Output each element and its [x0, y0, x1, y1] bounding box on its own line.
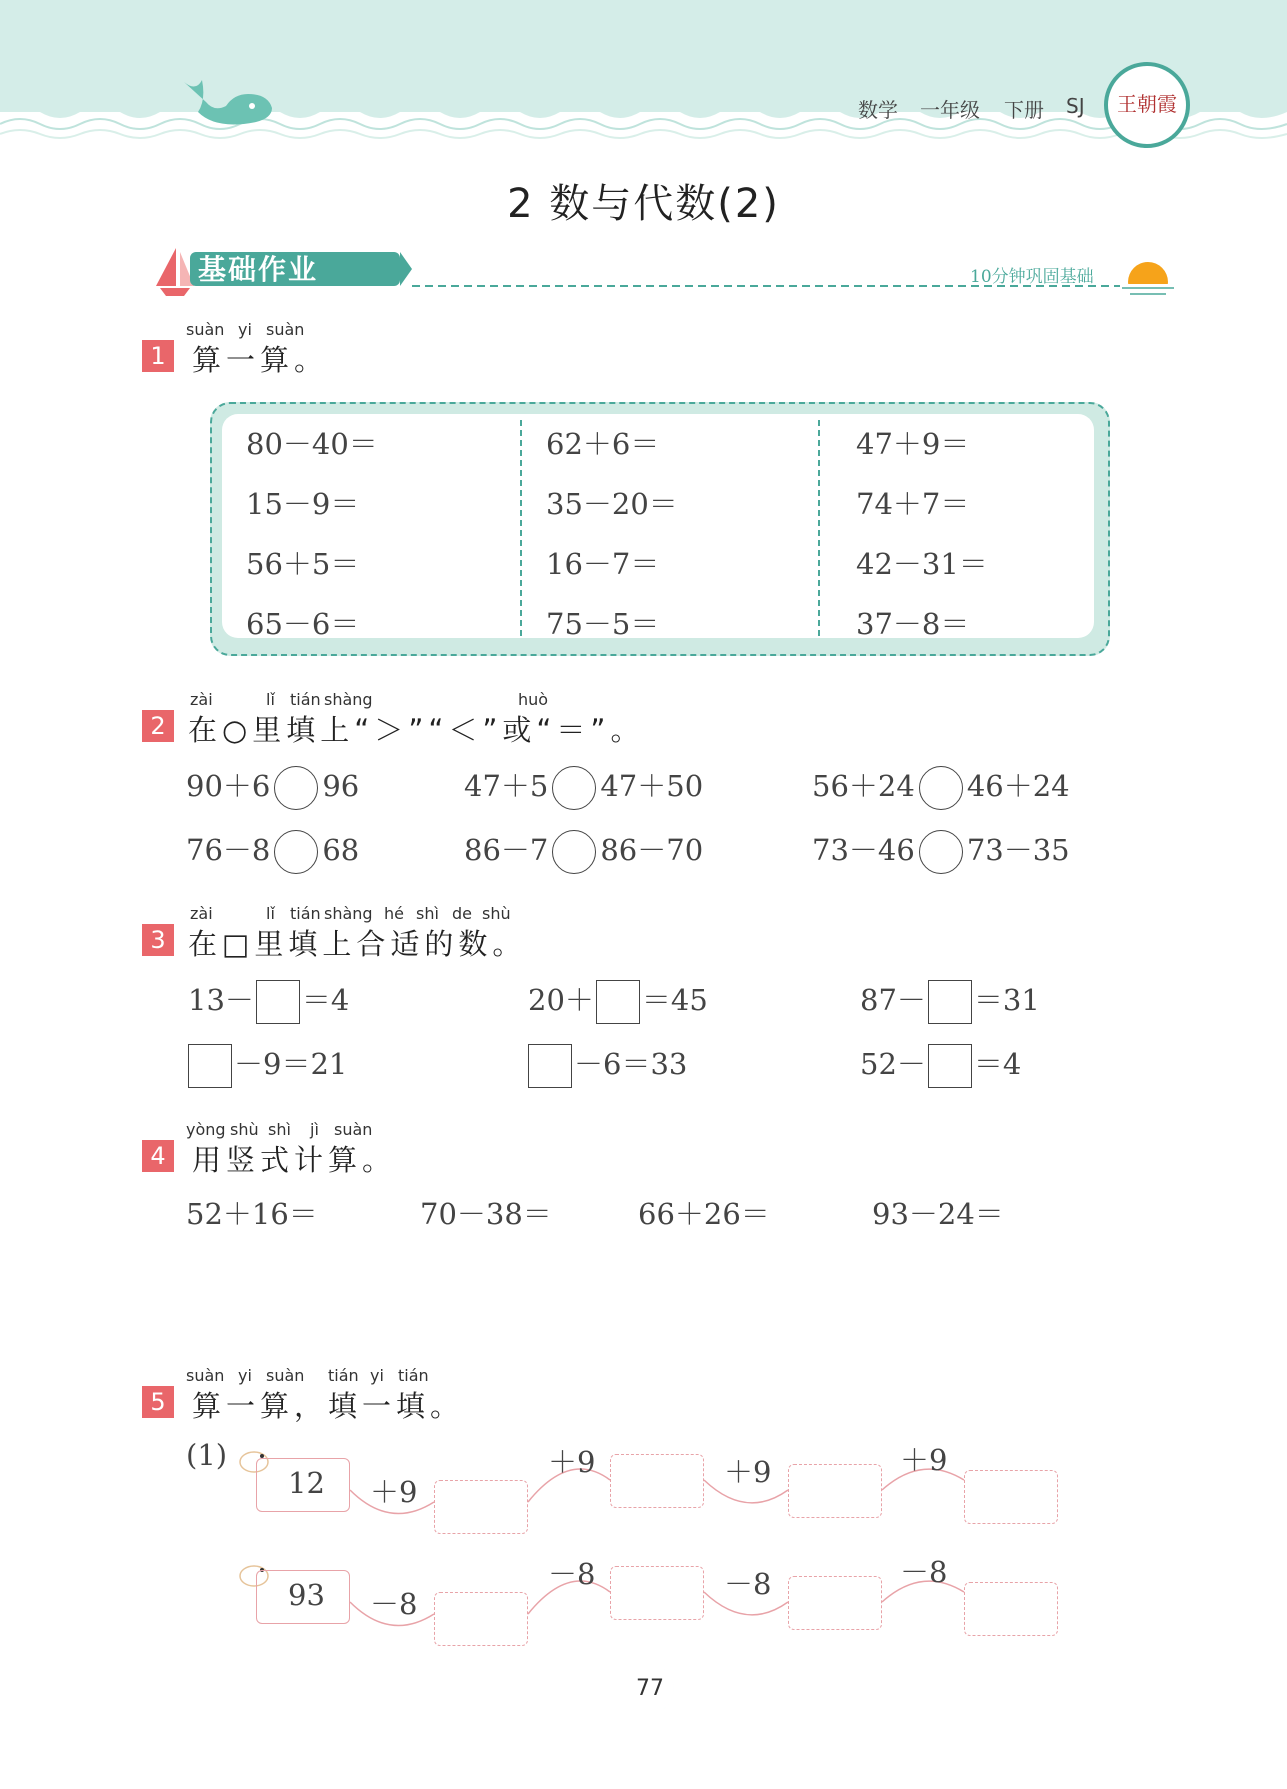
q4-problem: 52＋16＝ [186, 1197, 318, 1231]
q1-expression: 74＋7＝ [856, 487, 970, 521]
q1-column-divider [818, 420, 820, 636]
q2-pinyin: huò [518, 690, 549, 709]
q5-operation: －8 [548, 1557, 596, 1591]
q5-pinyin: tián [398, 1366, 429, 1385]
answer-box-blank[interactable] [596, 980, 640, 1024]
q1-expression: 47＋9＝ [856, 427, 970, 461]
compare-circle-blank[interactable] [552, 830, 596, 874]
volume-label: 下册 [1004, 98, 1044, 122]
compare-circle-blank[interactable] [274, 830, 318, 874]
edition-label: SJ [1066, 94, 1085, 118]
q5-answer-box-blank[interactable] [788, 1464, 882, 1518]
q3-pinyin: zài [190, 904, 213, 923]
q2-instruction: 在○里填上“＞”“＜”或“＝”。 [188, 713, 645, 747]
q1-expression: 35－20＝ [546, 487, 678, 521]
whale-icon [176, 72, 276, 136]
q1-expression: 37－8＝ [856, 607, 970, 641]
q5-answer-box-blank[interactable] [610, 1454, 704, 1508]
q5-operation: －8 [370, 1587, 418, 1621]
q2-comparison: 90＋6 96 [186, 764, 359, 810]
q5-pinyin: suàn [186, 1366, 225, 1385]
q4-pinyin: shù [230, 1120, 259, 1139]
q3-equation: 52－ ＝4 [860, 1042, 1021, 1088]
q2-pinyin: zài [190, 690, 213, 709]
q2-comparison: 86－7 86－70 [464, 828, 703, 874]
q5-pinyin: yi [370, 1366, 384, 1385]
q4-pinyin: suàn [334, 1120, 373, 1139]
q5-pinyin: yi [238, 1366, 252, 1385]
q4-problem: 70－38＝ [420, 1197, 552, 1231]
q5-answer-box-blank[interactable] [434, 1480, 528, 1534]
page-header [0, 0, 1287, 160]
answer-box-blank[interactable] [928, 1044, 972, 1088]
q5-operation: ＋9 [370, 1475, 418, 1509]
q5-operation: ＋9 [548, 1445, 596, 1479]
q5-operation: ＋9 [724, 1455, 772, 1489]
grade-label: 一年级 [920, 98, 980, 122]
q5-pinyin: suàn [266, 1366, 305, 1385]
q1-column-divider [520, 420, 522, 636]
q3-pinyin: lǐ [266, 904, 275, 923]
q1-expression: 80－40＝ [246, 427, 378, 461]
q1-expression: 16－7＝ [546, 547, 660, 581]
q1-expression: 42－31＝ [856, 547, 988, 581]
q1-expression: 15－9＝ [246, 487, 360, 521]
q5-answer-box-blank[interactable] [964, 1470, 1058, 1524]
q2-comparison: 73－46 73－35 [812, 828, 1070, 874]
q3-equation: －9＝21 [186, 1042, 347, 1088]
q3-equation: 13－ ＝4 [188, 978, 349, 1024]
q5-pinyin: tián [328, 1366, 359, 1385]
q5-start-value: 93 [288, 1578, 325, 1612]
q1-expression: 56＋5＝ [246, 547, 360, 581]
q5-instruction: 算一算，填一填。 [192, 1389, 465, 1423]
answer-box-blank[interactable] [928, 980, 972, 1024]
page-number: 77 [636, 1676, 664, 1701]
q3-equation: 87－ ＝31 [860, 978, 1040, 1024]
q4-problem: 66＋26＝ [638, 1197, 770, 1231]
q5-part-label: (1) [186, 1438, 228, 1472]
q5-operation: ＋9 [900, 1443, 948, 1477]
q1-pinyin-2: yi [238, 320, 252, 339]
q1-number-badge: 1 [142, 340, 174, 372]
compare-circle-blank[interactable] [274, 766, 318, 810]
q1-pinyin-3: suàn [266, 320, 305, 339]
answer-box-blank[interactable] [528, 1044, 572, 1088]
q5-operation: －8 [724, 1567, 772, 1601]
q4-pinyin: jì [310, 1120, 319, 1139]
q5-answer-box-blank[interactable] [610, 1566, 704, 1620]
q4-number-badge: 4 [142, 1140, 174, 1172]
q4-pinyin: shì [268, 1120, 291, 1139]
brand-logo: 王朝霞 [1104, 62, 1190, 148]
q3-pinyin: hé [384, 904, 404, 923]
q3-pinyin: shù [482, 904, 511, 923]
q4-pinyin: yòng [186, 1120, 226, 1139]
q5-answer-box-blank[interactable] [434, 1592, 528, 1646]
q2-comparison: 56＋24 46＋24 [812, 764, 1070, 810]
q1-expression: 62＋6＝ [546, 427, 660, 461]
section-tagline: 10分钟巩固基础 [970, 267, 1094, 287]
q2-comparison: 47＋5 47＋50 [464, 764, 703, 810]
answer-box-blank[interactable] [188, 1044, 232, 1088]
compare-circle-blank[interactable] [919, 766, 963, 810]
q3-pinyin: shì [416, 904, 439, 923]
q1-expression: 75－5＝ [546, 607, 660, 641]
q3-number-badge: 3 [142, 924, 174, 956]
q5-answer-box-blank[interactable] [964, 1582, 1058, 1636]
page-title: 2 数与代数(2) [507, 181, 780, 227]
q3-equation: －6＝33 [526, 1042, 687, 1088]
q4-problem: 93－24＝ [872, 1197, 1004, 1231]
q2-number-badge: 2 [142, 710, 174, 742]
q5-answer-box-blank[interactable] [788, 1576, 882, 1630]
compare-circle-blank[interactable] [919, 830, 963, 874]
q2-pinyin: shàng [324, 690, 373, 709]
q2-pinyin: lǐ [266, 690, 275, 709]
answer-box-blank[interactable] [256, 980, 300, 1024]
q4-instruction: 用竖式计算。 [192, 1143, 397, 1177]
q3-pinyin: tián [290, 904, 321, 923]
q1-instruction: 算一算。 [192, 343, 329, 377]
q3-instruction: 在□里填上合适的数。 [188, 927, 527, 961]
compare-circle-blank[interactable] [552, 766, 596, 810]
subject-label: 数学 [858, 98, 898, 122]
q1-pinyin-1: suàn [186, 320, 225, 339]
q5-start-value: 12 [288, 1466, 325, 1500]
q2-comparison: 76－8 68 [186, 828, 359, 874]
q1-expression: 65－6＝ [246, 607, 360, 641]
q2-pinyin: tián [290, 690, 321, 709]
section-label: 基础作业 [198, 253, 319, 286]
q3-pinyin: de [452, 904, 472, 923]
q3-equation: 20＋ ＝45 [528, 978, 708, 1024]
q5-number-badge: 5 [142, 1386, 174, 1418]
q5-operation: －8 [900, 1555, 948, 1589]
q3-pinyin: shàng [324, 904, 373, 923]
